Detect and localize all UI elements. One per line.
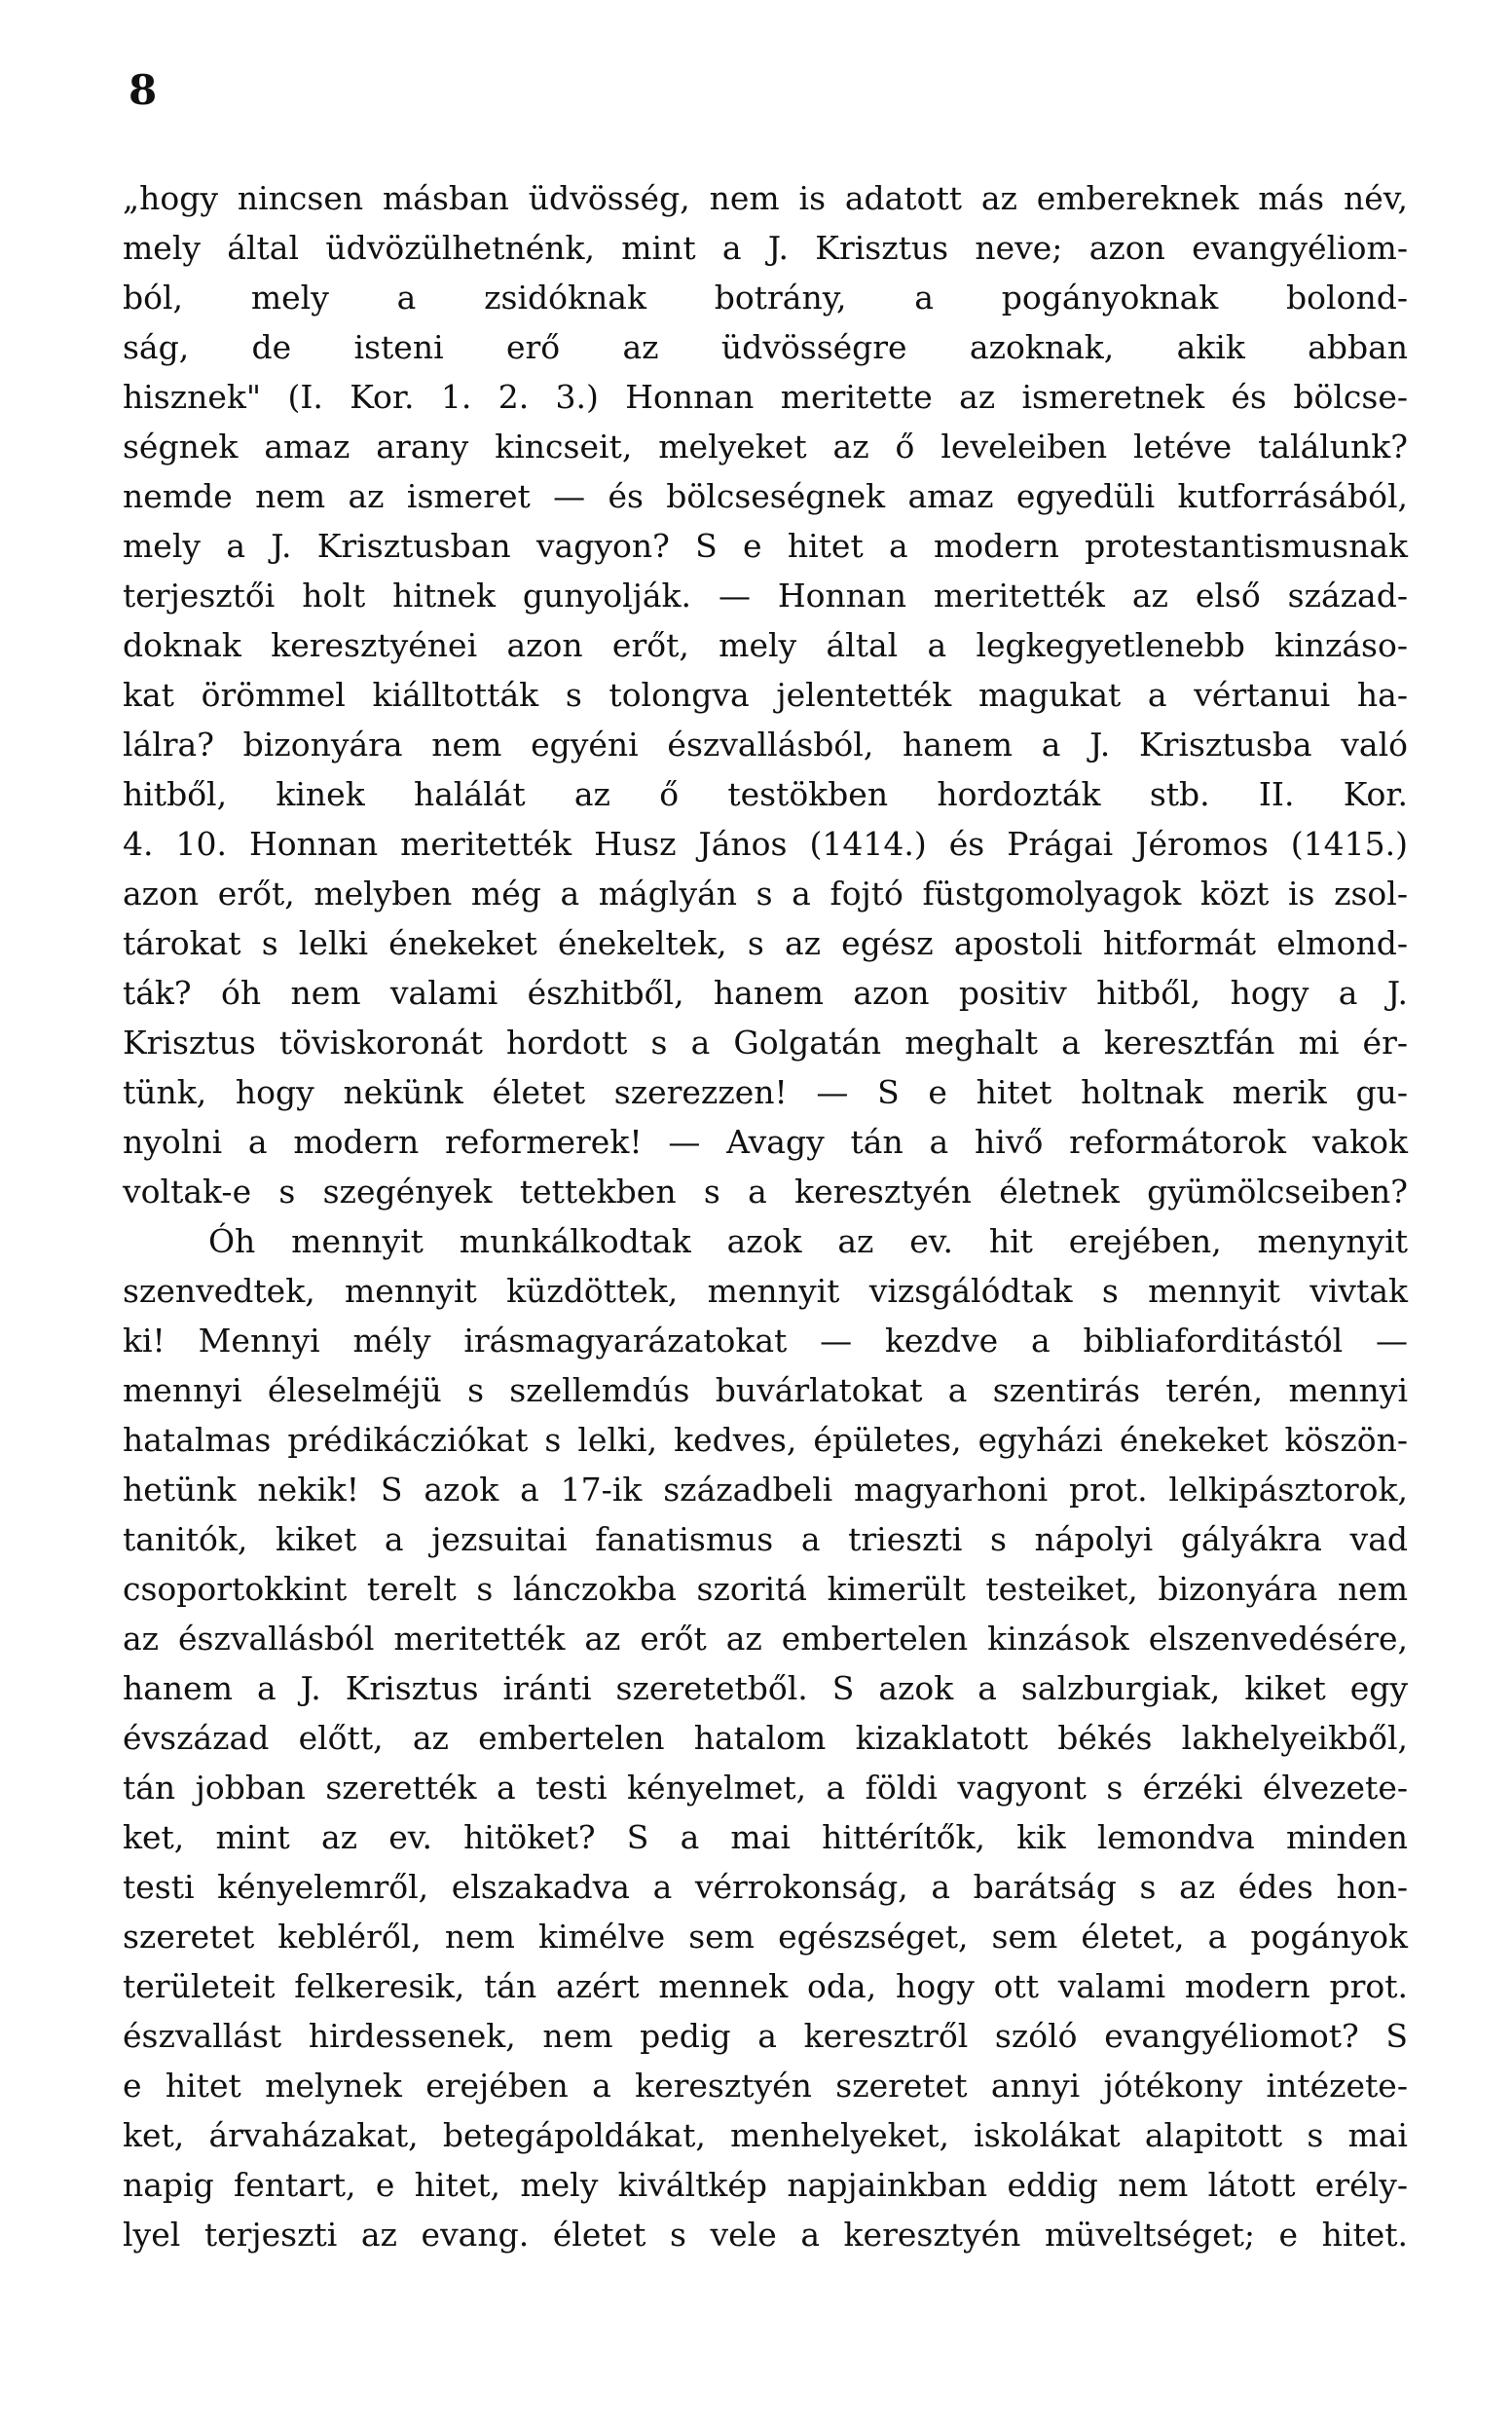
text-line: hisznek" (I. Kor. 1. 2. 3.) Honnan meritette az ismeretnek és bölcse- (123, 378, 1408, 416)
text-line: doknak keresztyénei azon erőt, mely által a legkegyetlenebb kinzáso- (123, 626, 1408, 664)
text-line: voltak-e s szegények tettekben s a keresztyén életnek gyümölcseiben? (123, 1173, 1408, 1211)
text-line: tanitók, kiket a jezsuitai fanatismus a trieszti s nápolyi gályákra vad (123, 1520, 1408, 1558)
body-text (123, 173, 1408, 2259)
text-line: tünk, hogy nekünk életet szerezzen! — S e hitet holtnak merik gu- (123, 1073, 1408, 1111)
text-line: napig fentart, e hitet, mely kiváltkép napjainkban eddig nem látott erély- (123, 2166, 1408, 2204)
text-line: ket, mint az ev. hitöket? S a mai hittérítők, kik lemondva minden (123, 1818, 1408, 1856)
text-line: mely a J. Krisztusban vagyon? S e hitet a modern protestantismusnak (123, 527, 1408, 565)
text-line: lálra? bizonyára nem egyéni észvallásból, hanem a J. Krisztusba való (123, 726, 1408, 764)
text-line: azon erőt, melyben még a máglyán s a fojtó füstgomolyagok közt is zsol- (123, 875, 1408, 913)
text-line: ki! Mennyi mély irásmagyarázatokat — kezdve a bibliaforditástól — (123, 1322, 1408, 1360)
text-line: hanem a J. Krisztus iránti szeretetből. S azok a salzburgiak, kiket egy (123, 1669, 1408, 1707)
page-number: 8 (129, 66, 158, 114)
text-line: mely által üdvözülhetnénk, mint a J. Krisztus neve; azon evangyéliom- (123, 229, 1408, 267)
text-line: szeretet kebléről, nem kimélve sem egészséget, sem életet, a pogányok (123, 1918, 1408, 1956)
text-line: ság, de isteni erő az üdvösségre azoknak, akik abban (123, 328, 1408, 366)
text-line: hitből, kinek halálát az ő testökben hordozták stb. II. Kor. (123, 775, 1408, 813)
text-line: ták? óh nem valami észhitből, hanem azon positiv hitből, hogy a J. (123, 974, 1408, 1012)
text-line: ból, mely a zsidóknak botrány, a pogányoknak bolond- (123, 279, 1408, 317)
text-line: terjesztői holt hitnek gunyolják. — Honnan meritették az első század- (123, 577, 1408, 615)
text-line: tán jobban szerették a testi kényelmet, a földi vagyont s érzéki élvezete- (123, 1769, 1408, 1807)
text-line: az észvallásból meritették az erőt az embertelen kinzások elszenvedésére, (123, 1620, 1408, 1658)
text-line: szenvedtek, mennyit küzdöttek, mennyit vizsgálódtak s mennyit vivtak (123, 1272, 1408, 1310)
text-line: nemde nem az ismeret — és bölcseségnek amaz egyedüli kutforrásából, (123, 477, 1408, 515)
text-line: e hitet melynek erejében a keresztyén szeretet annyi jótékony intézete- (123, 2067, 1408, 2105)
text-line: észvallást hirdessenek, nem pedig a keresztről szóló evangyéliomot? S (123, 2017, 1408, 2055)
text-line: csoportokkint terelt s lánczokba szoritá kimerült testeiket, bizonyára nem (123, 1570, 1408, 1608)
text-line: „hogy nincsen másban üdvösség, nem is adatott az embereknek más név, (123, 179, 1408, 217)
text-line: ségnek amaz arany kincseit, melyeket az ő leveleiben letéve találunk? (123, 428, 1408, 466)
text-line: testi kényelemről, elszakadva a vérrokonság, a barátság s az édes hon- (123, 1868, 1408, 1906)
text-line: hetünk nekik! S azok a 17-ik századbeli magyarhoni prot. lelkipásztorok, (123, 1471, 1408, 1509)
text-line: ket, árvaházakat, betegápoldákat, menhelyeket, iskolákat alapitott s mai (123, 2116, 1408, 2154)
text-line: 4. 10. Honnan meritették Husz János (1414.) és Prágai Jéromos (1415.) (123, 825, 1408, 863)
text-line: évszázad előtt, az embertelen hatalom kizaklatott békés lakhelyeikből, (123, 1719, 1408, 1757)
text-line: hatalmas prédikácziókat s lelki, kedves, épületes, egyházi énekeket köszön- (123, 1421, 1408, 1459)
text-line: Krisztus töviskoronát hordott s a Golgatán meghalt a keresztfán mi ér- (123, 1024, 1408, 1062)
text-line: lyel terjeszti az evang. életet s vele a keresztyén müveltséget; e hitet. (123, 2216, 1408, 2254)
text-line: területeit felkeresik, tán azért mennek oda, hogy ott valami modern prot. (123, 1967, 1408, 2005)
text-line: kat örömmel kiálltották s tolongva jelentették magukat a vértanui ha- (123, 676, 1408, 714)
text-line: nyolni a modern reformerek! — Avagy tán a hivő reformátorok vakok (123, 1123, 1408, 1161)
text-line: Óh mennyit munkálkodtak azok az ev. hit erejében, menynyit (208, 1222, 1408, 1260)
text-line: mennyi éleselméjü s szellemdús buvárlatokat a szentirás terén, mennyi (123, 1371, 1408, 1409)
text-line: tárokat s lelki énekeket énekeltek, s az egész apostoli hitformát elmond- (123, 924, 1408, 962)
